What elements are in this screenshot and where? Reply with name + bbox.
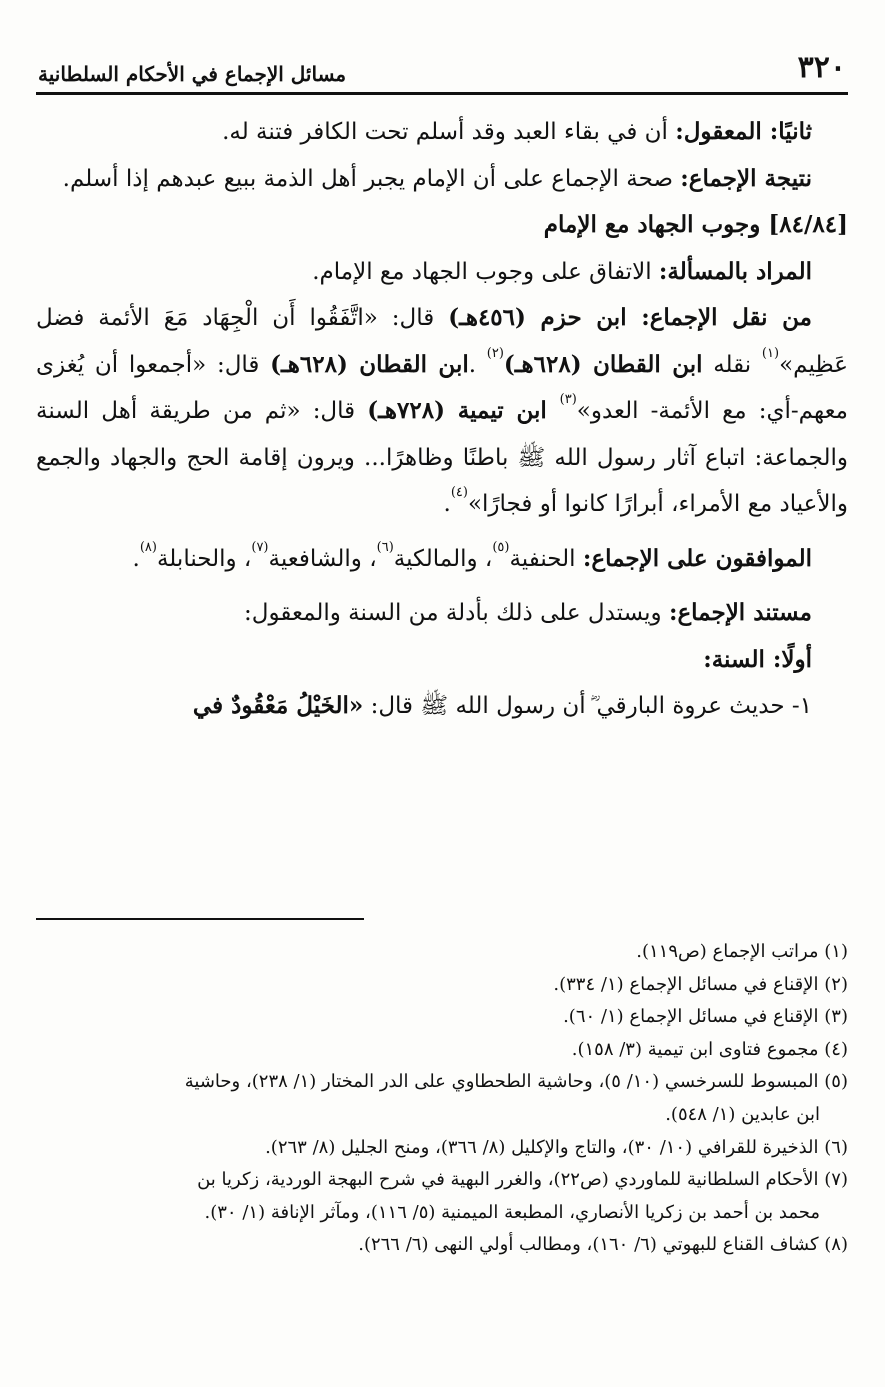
- main-text: [36, 109, 848, 730]
- footnote-7: (٧) الأحكام السلطانية للماوردي (ص٢٢)، والغرر البهية في شرح البهجة الوردية، زكريا بن محمد بن أحمد بن زكريا الأنصاري، المطبعة الميمنية (٥/ ١١٦)، ومآثر الإنافة (١/ ٣٠).: [197, 1169, 848, 1223]
- footnote-ref[interactable]: (٢): [486, 345, 504, 361]
- footnote-ref[interactable]: (٧): [251, 539, 269, 555]
- footnote-ref[interactable]: (١): [761, 345, 780, 361]
- paragraph-rational-proof: ثانيًا: المعقول: أن في بقاء العبد وقد أسلم تحت الكافر فتنة له.: [222, 118, 812, 145]
- footnote-4: (٤) مجموع فتاوى ابن تيمية (٣/ ١٥٨).: [571, 1038, 848, 1060]
- footnote-ref[interactable]: (٤): [450, 485, 468, 501]
- footnote-2: (٢) الإقناع في مسائل الإجماع (١/ ٣٣٤).: [553, 973, 848, 995]
- label: مستند الإجماع:: [668, 599, 812, 626]
- section-heading: [٨٤/٨٤] وجوب الجهاد مع الإمام: [543, 211, 848, 238]
- paragraph-consensus-transmitters: من نقل الإجماع: ابن حزم (٤٥٦هـ) قال: «اتَّفَقُوا أَن الْجِهَاد مَعَ الأئمة فضل عَظِيم»$^{(١)}$ نقله ابن القطان (٦٢٨هـ)$^{(٢)}$ .ابن القطان (٦٢٨هـ) قال: «أجمعوا أن يُغزى معهم-أي: مع الأئمة- العدو»$^{(٣)}$ ابن تيمية (٧٢٨هـ) قال: «ثم من طريقة أهل السنة والجماعة: اتباع آثار رسول الله ﷺ باطنًا وظاهرًا... ويرون إقامة الحج والجهاد والجمع والأعياد مع الأمراء، أبرارًا كانوا أو فجارًا»$^{(٤)}$.: [36, 304, 848, 517]
- running-title: مسائل الإجماع في الأحكام السلطانية: [38, 62, 347, 86]
- footnote-5: (٥) المبسوط للسرخسي (١٠/ ٥)، وحاشية الطحطاوي على الدر المختار (١/ ٢٣٨)، وحاشية ابن عابدين (١/ ٥٤٨).: [184, 1071, 848, 1125]
- footnote-ref[interactable]: (٨): [139, 539, 157, 555]
- footnotes: [36, 936, 848, 1262]
- footnote-3: (٣) الإقناع في مسائل الإجماع (١/ ٦٠).: [563, 1006, 848, 1028]
- footnote-8: (٨) كشاف القناع للبهوتي (٦/ ١٦٠)، ومطالب أولي النهى (٦/ ٢٦٦).: [358, 1234, 848, 1256]
- paragraph-consensus-basis: مستند الإجماع: ويستدل على ذلك بأدلة من السنة والمعقول:: [244, 599, 812, 626]
- page-header: [36, 52, 848, 95]
- footnote-1: (١) مراتب الإجماع (ص١١٩).: [636, 941, 848, 962]
- label: من نقل الإجماع:: [641, 304, 812, 331]
- paragraph-issue-meaning: المراد بالمسألة: الاتفاق على وجوب الجهاد مع الإمام.: [312, 257, 812, 285]
- page-number: ٣٢٠: [797, 50, 846, 85]
- label: المراد بالمسألة:: [658, 257, 812, 285]
- footnote-divider: [36, 918, 364, 920]
- label: ثانيًا: المعقول:: [675, 118, 812, 145]
- footnote-ref[interactable]: (٣): [559, 392, 577, 408]
- book-page: [36, 52, 848, 1352]
- paragraph-hadith: ١- حديث عروة البارقي ؓ أن رسول الله ﷺ قال: «الخَيْلُ مَعْقُودٌ في: [192, 692, 812, 719]
- footnote-6: (٦) الذخيرة للقرافي (١٠/ ٣٠)، والتاج والإكليل (٨/ ٣٦٦)، ومنح الجليل (٨/ ٢٦٣).: [265, 1136, 848, 1158]
- footnote-ref[interactable]: (٦): [376, 539, 394, 555]
- subheading-sunnah: أولًا: السنة:: [703, 645, 812, 673]
- footnote-ref[interactable]: (٥): [492, 539, 510, 555]
- label: نتيجة الإجماع:: [680, 164, 812, 192]
- paragraph-agreeing-schools: الموافقون على الإجماع: الحنفية$^{(٥)}$، والمالكية$^{(٦)}$، والشافعية$^{(٧)}$، والحنابلة$^{(٨)}$.: [132, 539, 812, 572]
- label: الموافقون على الإجماع:: [582, 544, 812, 572]
- paragraph-consensus-result: نتيجة الإجماع: صحة الإجماع على أن الإمام يجبر أهل الذمة ببيع عبدهم إذا أسلم.: [62, 164, 812, 192]
